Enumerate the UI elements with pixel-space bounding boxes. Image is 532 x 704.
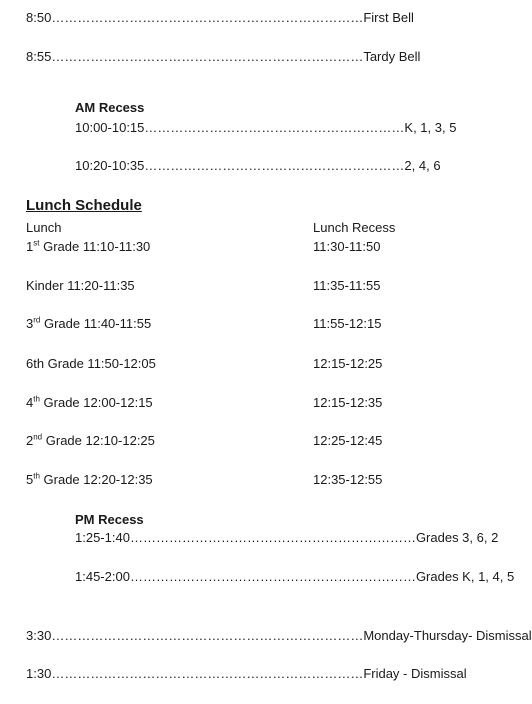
lunch-schedule-heading: Lunch Schedule xyxy=(26,197,142,214)
tardy-bell-row xyxy=(26,49,420,65)
grade-time: Grade 11:40-11:55 xyxy=(40,316,152,331)
grade-text: 4 xyxy=(26,395,34,410)
label: Monday-Thursday- Dismissal xyxy=(363,628,532,643)
lunch-grade-kinder xyxy=(26,278,135,294)
ordinal-suffix: st xyxy=(33,238,40,248)
lunch-recess-time: 12:15-12:35 xyxy=(313,395,383,410)
lunch-recess-column-header: Lunch Recess xyxy=(313,220,396,235)
dismissal-row-friday xyxy=(26,666,467,682)
time: 1:25-1:40 xyxy=(75,530,130,545)
am-recess-title: AM Recess xyxy=(75,100,145,115)
ordinal-suffix: th xyxy=(33,394,40,404)
lunch-recess-time: 11:55-12:15 xyxy=(313,316,382,331)
dot-leader: ………………………………………………………… xyxy=(129,530,416,545)
dot-leader: ……………………………………………………………… xyxy=(51,666,364,681)
lunch-recess-time: 12:25-12:45 xyxy=(313,433,383,448)
label: 2, 4, 6 xyxy=(404,158,441,173)
time: 8:55 xyxy=(26,49,52,64)
grade-text: 5 xyxy=(26,472,34,487)
time: 10:00-10:15 xyxy=(75,120,145,135)
ordinal-suffix: rd xyxy=(33,315,41,325)
first-bell-row xyxy=(26,10,414,26)
am-recess-row xyxy=(75,120,456,136)
grade-time: Grade 12:20-12:35 xyxy=(39,472,153,487)
label: Grades K, 1, 4, 5 xyxy=(415,569,515,584)
ordinal-suffix: th xyxy=(33,471,40,481)
grade-time: Grade 12:00-12:15 xyxy=(39,395,153,410)
am-recess-row xyxy=(75,158,441,174)
dot-leader: …………………………………………………… xyxy=(144,120,405,135)
dismissal-row-mon-thu xyxy=(26,628,532,644)
lunch-grade-2 xyxy=(26,433,155,449)
lunch-grade-6 xyxy=(26,356,156,372)
grade-text: Kinder 11:20-11:35 xyxy=(26,278,135,293)
time: 3:30 xyxy=(26,628,52,643)
grade-text: 1 xyxy=(26,239,34,254)
grade-time: Grade 11:10-11:30 xyxy=(39,239,151,254)
lunch-grade-1 xyxy=(26,239,150,255)
lunch-recess-time: 12:15-12:25 xyxy=(313,356,383,371)
time: 8:50 xyxy=(26,10,52,25)
pm-recess-title: PM Recess xyxy=(75,512,144,527)
pm-recess-row xyxy=(75,530,498,546)
dot-leader: …………………………………………………… xyxy=(144,158,405,173)
time: 10:20-10:35 xyxy=(75,158,145,173)
lunch-column-header: Lunch xyxy=(26,220,62,235)
label: Tardy Bell xyxy=(363,49,421,64)
time: 1:30 xyxy=(26,666,52,681)
lunch-recess-time: 11:30-11:50 xyxy=(313,239,381,254)
dot-leader: ……………………………………………………………… xyxy=(51,49,364,64)
grade-text: 2 xyxy=(26,433,34,448)
label: Friday - Dismissal xyxy=(363,666,467,681)
label: Grades 3, 6, 2 xyxy=(415,530,499,545)
time: 1:45-2:00 xyxy=(75,569,130,584)
label: First Bell xyxy=(363,10,414,25)
dot-leader: ………………………………………………………… xyxy=(129,569,416,584)
grade-time: Grade 12:10-12:25 xyxy=(42,433,155,448)
ordinal-suffix: nd xyxy=(33,432,43,442)
dot-leader: ……………………………………………………………… xyxy=(51,10,364,25)
label: K, 1, 3, 5 xyxy=(404,120,457,135)
lunch-grade-3 xyxy=(26,316,151,332)
grade-text: 6th Grade 11:50-12:05 xyxy=(26,356,156,371)
grade-text: 3 xyxy=(26,316,34,331)
lunch-grade-5 xyxy=(26,472,153,488)
dot-leader: ……………………………………………………………… xyxy=(51,628,364,643)
lunch-grade-4 xyxy=(26,395,153,411)
pm-recess-row xyxy=(75,569,514,585)
lunch-recess-time: 12:35-12:55 xyxy=(313,472,383,487)
lunch-recess-time: 11:35-11:55 xyxy=(313,278,381,293)
